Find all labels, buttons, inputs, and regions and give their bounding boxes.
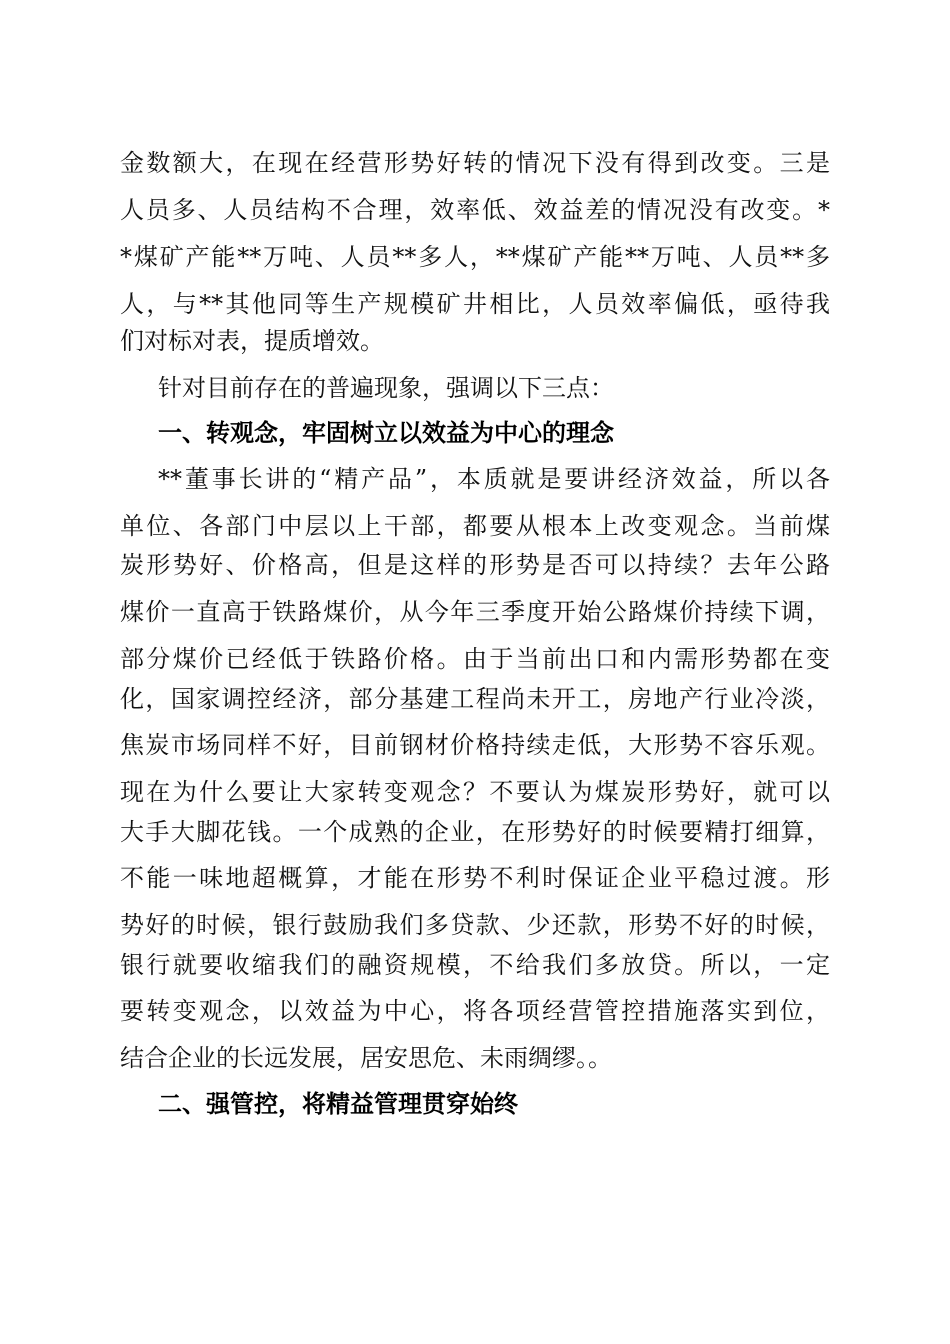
text-line: 银行就要收缩我们的融资规模，不给我们多放贷。所以，一定 <box>120 951 830 979</box>
text-line: 人员多、人员结构不合理，效率低、效益差的情况没有改变。* <box>120 196 830 224</box>
text-line: **董事长讲的“精产品”，本质就是要讲经济效益，所以各 <box>158 465 830 493</box>
intro-line: 针对目前存在的普遍现象，强调以下三点： <box>158 374 614 402</box>
text-line: 焦炭市场同样不好，目前钢材价格持续走低，大形势不容乐观。 <box>120 731 830 759</box>
text-line: 大手大脚花钱。一个成熟的企业，在形势好的时候要精打细算， <box>120 818 830 846</box>
text-line: 部分煤价已经低于铁路价格。由于当前出口和内需形势都在变 <box>120 645 830 673</box>
text-line: 结合企业的长远发展，居安思危、未雨绸缪。。 <box>120 1044 612 1072</box>
section-heading-1: 一、转观念，牢固树立以效益为中心的理念 <box>158 419 614 447</box>
text-line: 要转变观念，以效益为中心，将各项经营管控措施落实到位， <box>120 997 830 1025</box>
text-line: *煤矿产能**万吨、人员**多人，**煤矿产能**万吨、人员**多 <box>120 243 830 271</box>
section-heading-2: 二、强管控，将精益管理贯穿始终 <box>158 1090 518 1118</box>
text-line: 煤价一直高于铁路煤价，从今年三季度开始公路煤价持续下调， <box>120 598 830 626</box>
text-line: 不能一味地超概算，才能在形势不利时保证企业平稳过渡。形 <box>120 864 830 892</box>
text-line: 金数额大，在现在经营形势好转的情况下没有得到改变。三是 <box>120 149 830 177</box>
text-line: 化，国家调控经济，部分基建工程尚未开工，房地产行业冷淡， <box>120 685 830 713</box>
text-line: 们对标对表，提质增效。 <box>120 327 384 355</box>
text-line: 现在为什么要让大家转变观念？不要认为煤炭形势好，就可以 <box>120 778 830 806</box>
text-line: 炭形势好、价格高，但是这样的形势是否可以持续？去年公路 <box>120 551 830 579</box>
text-line: 势好的时候，银行鼓励我们多贷款、少还款，形势不好的时候， <box>120 911 830 939</box>
text-line: 人，与**其他同等生产规模矿井相比，人员效率偏低，亟待我 <box>120 290 830 318</box>
text-line: 单位、各部门中层以上干部，都要从根本上改变观念。当前煤 <box>120 512 830 540</box>
